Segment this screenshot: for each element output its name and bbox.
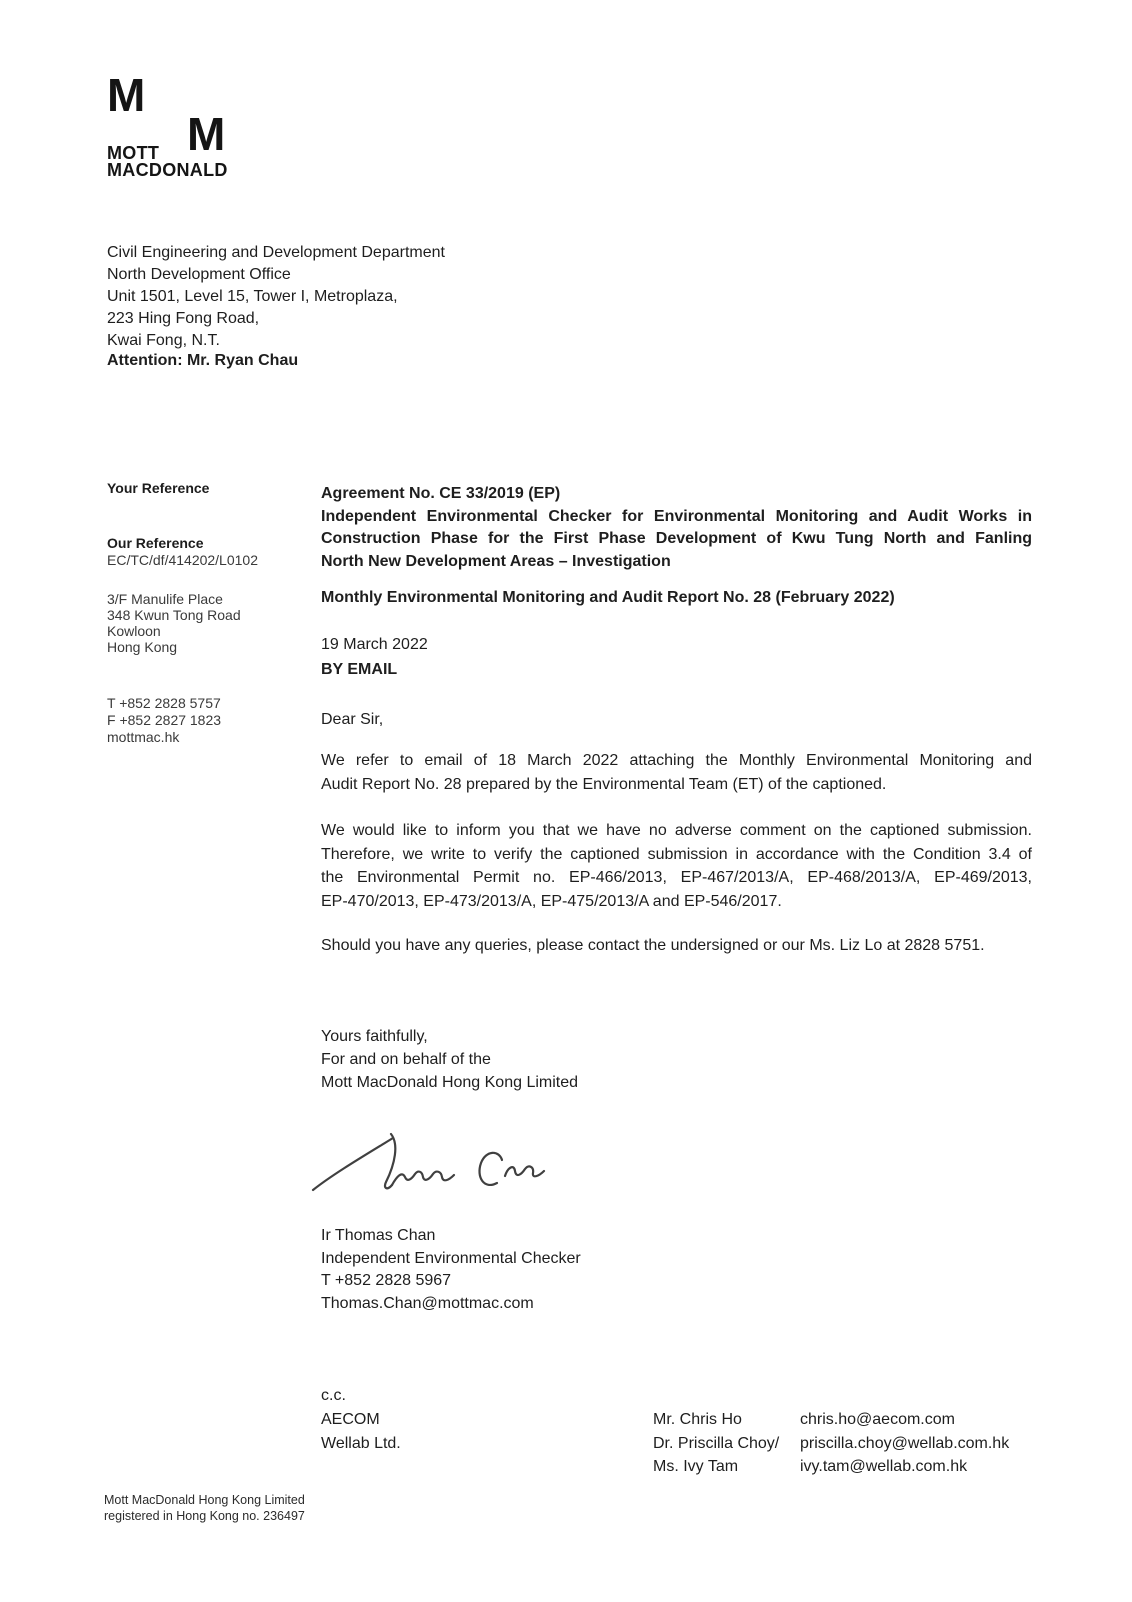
report-title: Monthly Environmental Monitoring and Audit Report No. 28 (February 2022) [321,589,895,606]
your-reference-label: Your Reference [107,480,210,496]
recipient-line: 223 Hing Fong Road, [107,310,260,327]
cc-table [321,1408,1032,1479]
paragraph-1 [321,749,1032,796]
recipient-line: Kwai Fong, N.T. [107,332,220,349]
cc-email: chris.ho@aecom.com [800,1411,955,1428]
cc-email: ivy.tam@wellab.com.hk [800,1458,968,1475]
paragraph-line: Therefore, we write to verify the captioned submission in accordance with the Condition 3.4 of [321,845,1032,863]
salutation: Dear Sir, [321,711,384,728]
signatory-block [321,1225,821,1315]
paragraph-3 [321,934,1032,958]
logo-wordmark-line2: MACDONALD [107,160,228,180]
cc-email: priscilla.choy@wellab.com.hk [800,1434,1010,1452]
closing-block [321,1025,821,1094]
logo-m-bottom-icon: M [187,108,225,160]
subject-block [321,483,1032,573]
cc-organisation: Wellab Ltd. [321,1434,401,1452]
signatory-name: Ir Thomas Chan [321,1227,436,1244]
paragraph-line: We would like to inform you that we have no adverse comment on the captioned submission. [321,822,1032,839]
our-reference-block [107,535,307,569]
cc-contact: Ms. Ivy Tam [653,1458,739,1475]
cc-organisation: AECOM [321,1411,380,1428]
paragraph-line: Should you have any queries, please contact the undersigned or our Ms. Liz Lo at 2828 5751. [321,937,985,954]
paragraph-line: We refer to email of 18 March 2022 attaching the Monthly Environmental Monitoring and [321,752,1032,769]
mott-macdonald-logo [107,66,287,186]
signatory-email: Thomas.Chan@mottmac.com [321,1294,534,1312]
our-reference-label: Our Reference [107,535,204,551]
closing-line: For and on behalf of the [321,1051,491,1068]
fax-line: F +852 2827 1823 [107,712,222,728]
office-address-line: 348 Kwun Tong Road [107,607,241,623]
registration-footer [104,1492,504,1524]
footer-line: registered in Hong Kong no. 236497 [104,1509,305,1523]
subject-line: Construction Phase for the First Phase Development of Kwu Tung North and Fanling [321,530,1032,547]
office-address-line: Hong Kong [107,639,178,655]
signature [305,1112,555,1197]
delivery-method: BY EMAIL [321,661,398,678]
footer-line: Mott MacDonald Hong Kong Limited [104,1493,305,1507]
subject-line: North New Development Areas – Investigation [321,552,671,570]
recipient-line: Civil Engineering and Development Department [107,244,445,261]
cc-row [321,1408,1032,1432]
logo-wordmark-line1: MOTT [107,143,160,163]
office-address-line: 3/F Manulife Place [107,591,223,607]
letter-date: 19 March 2022 [321,636,428,653]
paragraph-line: EP-470/2013, EP-473/2013/A, EP-475/2013/A and EP-546/2017. [321,892,782,910]
contact-details-block [107,695,307,746]
signatory-title: Independent Environmental Checker [321,1249,581,1267]
telephone-line: T +852 2828 5757 [107,695,221,711]
cc-label: c.c. [321,1387,346,1404]
recipient-address-block [107,242,587,352]
office-address-line: Kowloon [107,623,161,639]
subject-line: Agreement No. CE 33/2019 (EP) [321,485,561,502]
subject-line: Independent Environmental Checker for Environmental Monitoring and Audit Works in [321,507,1032,525]
cc-contact: Dr. Priscilla Choy/ [653,1434,780,1452]
closing-line: Yours faithfully, [321,1028,428,1045]
paragraph-line: the Environmental Permit no. EP-466/2013, EP-467/2013/A, EP-468/2013/A, EP-469/2013, [321,869,1032,886]
cc-contact: Mr. Chris Ho [653,1411,742,1428]
office-address-block [107,591,307,655]
paragraph-line: Audit Report No. 28 prepared by the Environmental Team (ET) of the captioned. [321,775,887,793]
attention-line: Attention: Mr. Ryan Chau [107,352,299,369]
paragraph-2 [321,819,1032,913]
logo-m-top-icon: M [107,69,145,121]
signatory-telephone: T +852 2828 5967 [321,1272,452,1289]
recipient-line: North Development Office [107,266,291,283]
recipient-line: Unit 1501, Level 15, Tower I, Metroplaza, [107,288,398,305]
cc-row [321,1432,1032,1456]
website-line: mottmac.hk [107,729,180,745]
our-reference-value: EC/TC/df/414202/L0102 [107,552,258,568]
cc-row [321,1455,1032,1479]
closing-line: Mott MacDonald Hong Kong Limited [321,1074,579,1091]
